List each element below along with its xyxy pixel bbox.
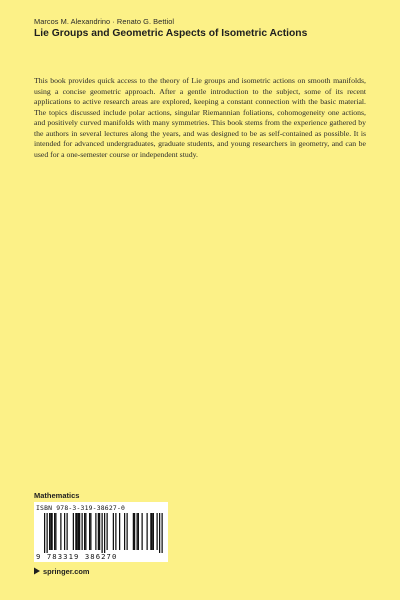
subject-label: Mathematics: [34, 491, 80, 500]
barcode-bar: [119, 513, 120, 550]
barcode-bar: [64, 513, 65, 550]
barcode-bar: [44, 513, 45, 553]
barcode-bar: [107, 513, 108, 550]
barcode-bar: [147, 513, 148, 550]
ean-digits: 9 783319 386270: [36, 552, 118, 561]
barcode-bar: [79, 513, 80, 550]
barcode-bar: [159, 513, 160, 553]
barcode-bar: [124, 513, 125, 550]
barcode-bar: [90, 513, 91, 550]
barcode-bar: [54, 513, 55, 550]
barcode-bar: [73, 513, 74, 550]
barcode-bar: [134, 513, 135, 550]
barcode-bar: [152, 513, 153, 550]
barcode-bar: [75, 513, 76, 550]
barcode-bar: [153, 513, 154, 550]
arrow-right-icon: [33, 567, 41, 575]
barcode-bar: [113, 513, 114, 550]
barcode-bar: [55, 513, 56, 550]
barcode-bar: [82, 513, 83, 550]
barcode-panel: [34, 502, 168, 562]
barcode-bar: [157, 513, 158, 550]
barcode-bar: [102, 513, 103, 553]
barcode-bar: [95, 513, 96, 550]
authors-line: Marcos M. Alexandrino · Renato G. Bettiol: [34, 17, 175, 26]
barcode-bar: [142, 513, 143, 550]
barcode-bar: [150, 513, 151, 550]
barcode-bar: [115, 513, 116, 550]
barcode-bar: [77, 513, 78, 550]
barcode-bar: [89, 513, 90, 550]
barcode-bar: [99, 513, 100, 550]
barcode-bar: [49, 513, 50, 550]
barcode-bar: [133, 513, 134, 550]
barcode-bar: [138, 513, 139, 550]
barcode-bar: [104, 513, 105, 553]
barcode-bar: [162, 513, 163, 553]
barcode-bar: [127, 513, 128, 550]
barcode-bar: [47, 513, 48, 553]
book-description: This book provides quick access to the theory of Lie groups and isometric actions on smooth manifolds, using a concise geometric approach. After a gentle introduction to the subject, some of its recent applications to active research areas are explored, keeping a constant connection with the basic material. The topics discussed include polar actions, singular Riemannian foliations, cohomogeneity one actions, and positively curved manifolds with many symmetries. This book stems from the experience gathered by the authors in several lectures along the years, and was designed to be as self-contained as possible. It is intended for advanced undergraduates, graduate students, and young researchers in geometry, and can be used for a one-semester course or independent study.: [34, 76, 366, 159]
barcode-bar: [137, 513, 138, 550]
barcode-bar: [50, 513, 51, 550]
publisher-link[interactable]: [33, 566, 89, 576]
barcode-bar: [52, 513, 53, 550]
barcode-bar: [60, 513, 61, 550]
barcode-bar: [67, 513, 68, 550]
publisher-name: springer.com: [43, 566, 90, 576]
barcode-image: [34, 513, 168, 553]
book-title: Lie Groups and Geometric Aspects of Isometric Actions: [34, 28, 308, 39]
isbn-text: ISBN 978-3-319-38627-0: [36, 504, 126, 512]
barcode-bar: [84, 513, 85, 550]
barcode-bar: [78, 513, 79, 550]
barcode-bar: [98, 513, 99, 550]
barcode-bar: [85, 513, 86, 550]
